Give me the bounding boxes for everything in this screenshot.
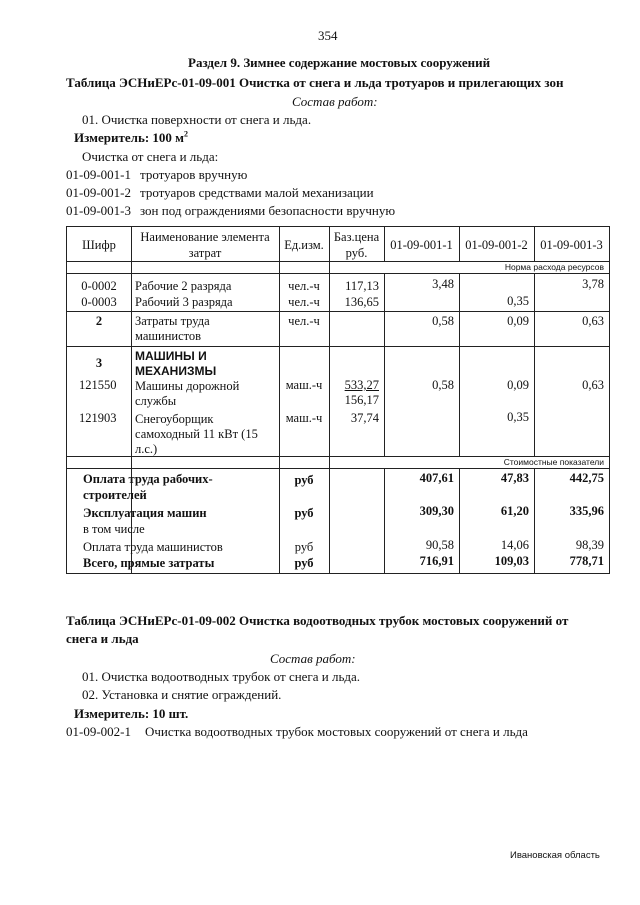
row-value: 0,63	[582, 314, 604, 328]
row-value: 0,35	[507, 294, 529, 308]
table2-composition-heading: Состав работ:	[270, 651, 356, 666]
variant-text: тротуаров вручную	[140, 167, 248, 182]
row-name: л.с.)	[135, 442, 158, 456]
variant-text: Очистка водоотводных трубок мостовых сооружений от снега и льда	[145, 724, 528, 739]
row-price: 117,13	[345, 279, 379, 293]
row-code: 121550	[79, 378, 117, 392]
cost-unit: руб	[294, 556, 314, 570]
row-name: Рабочий 3 разряда	[135, 295, 233, 309]
row-name: МЕХАНИЗМЫ	[135, 364, 217, 378]
cost-value: 442,75	[569, 471, 604, 485]
row-code: 0-0002	[81, 279, 117, 293]
row-value: 0,09	[507, 378, 529, 392]
table2-title: снега и льда	[66, 631, 139, 646]
row-value: 3,48	[432, 277, 454, 291]
row-name: Машины дорожной	[135, 379, 240, 393]
table1-title: Таблица ЭСНиЕРс-01-09-001 Очистка от снега и льда тротуаров и прилегающих зон	[66, 75, 564, 90]
table1-composition-heading: Состав работ:	[292, 94, 378, 109]
cost-name: в том числе	[83, 522, 145, 536]
cost-value: 778,71	[569, 554, 604, 568]
row-name: самоходный 11 кВт (15	[135, 427, 258, 441]
cost-label: Стоимостные показатели	[503, 457, 604, 467]
footer-region: Ивановская область	[510, 850, 600, 861]
cost-unit: руб	[294, 473, 314, 487]
row-name: службы	[135, 394, 177, 408]
page-number: 354	[318, 28, 338, 43]
cost-value: 109,03	[494, 554, 529, 568]
table1-subject: Очистка от снега и льда:	[82, 149, 219, 164]
cost-value: 14,06	[500, 538, 529, 552]
row-unit: маш.-ч	[285, 411, 323, 425]
cost-value: 90,58	[425, 538, 454, 552]
table1-work-item: 01. Очистка поверхности от снега и льда.	[82, 112, 312, 127]
cost-unit: руб	[294, 506, 314, 520]
norm-label: Норма расхода ресурсов	[504, 262, 604, 272]
cost-name: Эксплуатация машин	[83, 506, 207, 520]
table2-title: Таблица ЭСНиЕРс-01-09-002 Очистка водоотводных трубок мостовых сооружений от	[66, 613, 569, 628]
row-name: МАШИНЫ И	[135, 349, 207, 363]
row-code: 0-0003	[81, 295, 117, 309]
variant-text: тротуаров средствами малой механизации	[140, 185, 374, 200]
section-title: Раздел 9. Зимнее содержание мостовых сооружений	[188, 55, 491, 70]
row-value: 0,35	[507, 410, 529, 424]
header-price: Баз.цена	[333, 230, 380, 244]
header-price: руб.	[345, 246, 368, 260]
row-name: Снегоуборщик	[135, 412, 214, 426]
row-code: 2	[95, 314, 103, 328]
row-value: 0,63	[582, 378, 604, 392]
cost-value: 309,30	[419, 504, 454, 518]
header-col2: 01-09-001-2	[465, 238, 528, 252]
row-price: 156,17	[344, 393, 379, 407]
cost-name: строителей	[83, 488, 147, 502]
row-price: 37,74	[350, 411, 379, 425]
row-name: Рабочие 2 разряда	[135, 279, 232, 293]
row-unit: чел.-ч	[288, 279, 320, 293]
row-unit: маш.-ч	[285, 378, 323, 392]
table1-measure: Измеритель: 100 $м^2$	[74, 129, 189, 145]
cost-name: Оплата труда машинистов	[83, 540, 223, 554]
row-value: 0,58	[432, 378, 454, 392]
row-unit: чел.-ч	[288, 295, 320, 309]
table2-work-item: 02. Установка и снятие ограждений.	[82, 687, 282, 702]
variant-code: 01-09-001-1	[66, 167, 131, 182]
table2-work-item: 01. Очистка водоотводных трубок от снега и льда.	[82, 669, 361, 684]
row-price: 533,27	[344, 378, 379, 392]
row-price: 136,65	[344, 295, 379, 309]
header-col1: 01-09-001-1	[390, 238, 453, 252]
row-unit: чел.-ч	[288, 314, 320, 328]
cost-name: Оплата труда рабочих-	[83, 472, 213, 486]
cost-value: 61,20	[500, 504, 529, 518]
variant-code: 01-09-002-1	[66, 724, 131, 739]
row-value: 0,58	[432, 314, 454, 328]
cost-value: 98,39	[575, 538, 604, 552]
cost-unit: руб	[294, 540, 314, 554]
row-code: 121903	[79, 411, 117, 425]
row-value: 0,09	[507, 314, 529, 328]
cost-value: 716,91	[419, 554, 454, 568]
cost-value: 335,96	[569, 504, 604, 518]
cost-value: 47,83	[500, 471, 529, 485]
row-name: Затраты труда	[135, 314, 210, 328]
variant-text: зон под ограждениями безопасности вручную	[140, 203, 396, 218]
header-unit: Ед.изм.	[284, 238, 324, 252]
header-col3: 01-09-001-3	[540, 238, 603, 252]
variant-code: 01-09-001-3	[66, 203, 131, 218]
header-name: затрат	[188, 246, 222, 260]
cost-name: Всего, прямые затраты	[83, 556, 215, 570]
resource-table	[66, 226, 610, 574]
variant-code: 01-09-001-2	[66, 185, 131, 200]
cost-value: 407,61	[419, 471, 454, 485]
row-name: машинистов	[135, 329, 202, 343]
header-name: Наименование элемента	[140, 230, 270, 244]
row-value: 3,78	[582, 277, 604, 291]
header-code: Шифр	[82, 238, 116, 252]
row-code: 3	[95, 356, 103, 370]
table2-measure: Измеритель: 10 шт.	[74, 706, 189, 721]
